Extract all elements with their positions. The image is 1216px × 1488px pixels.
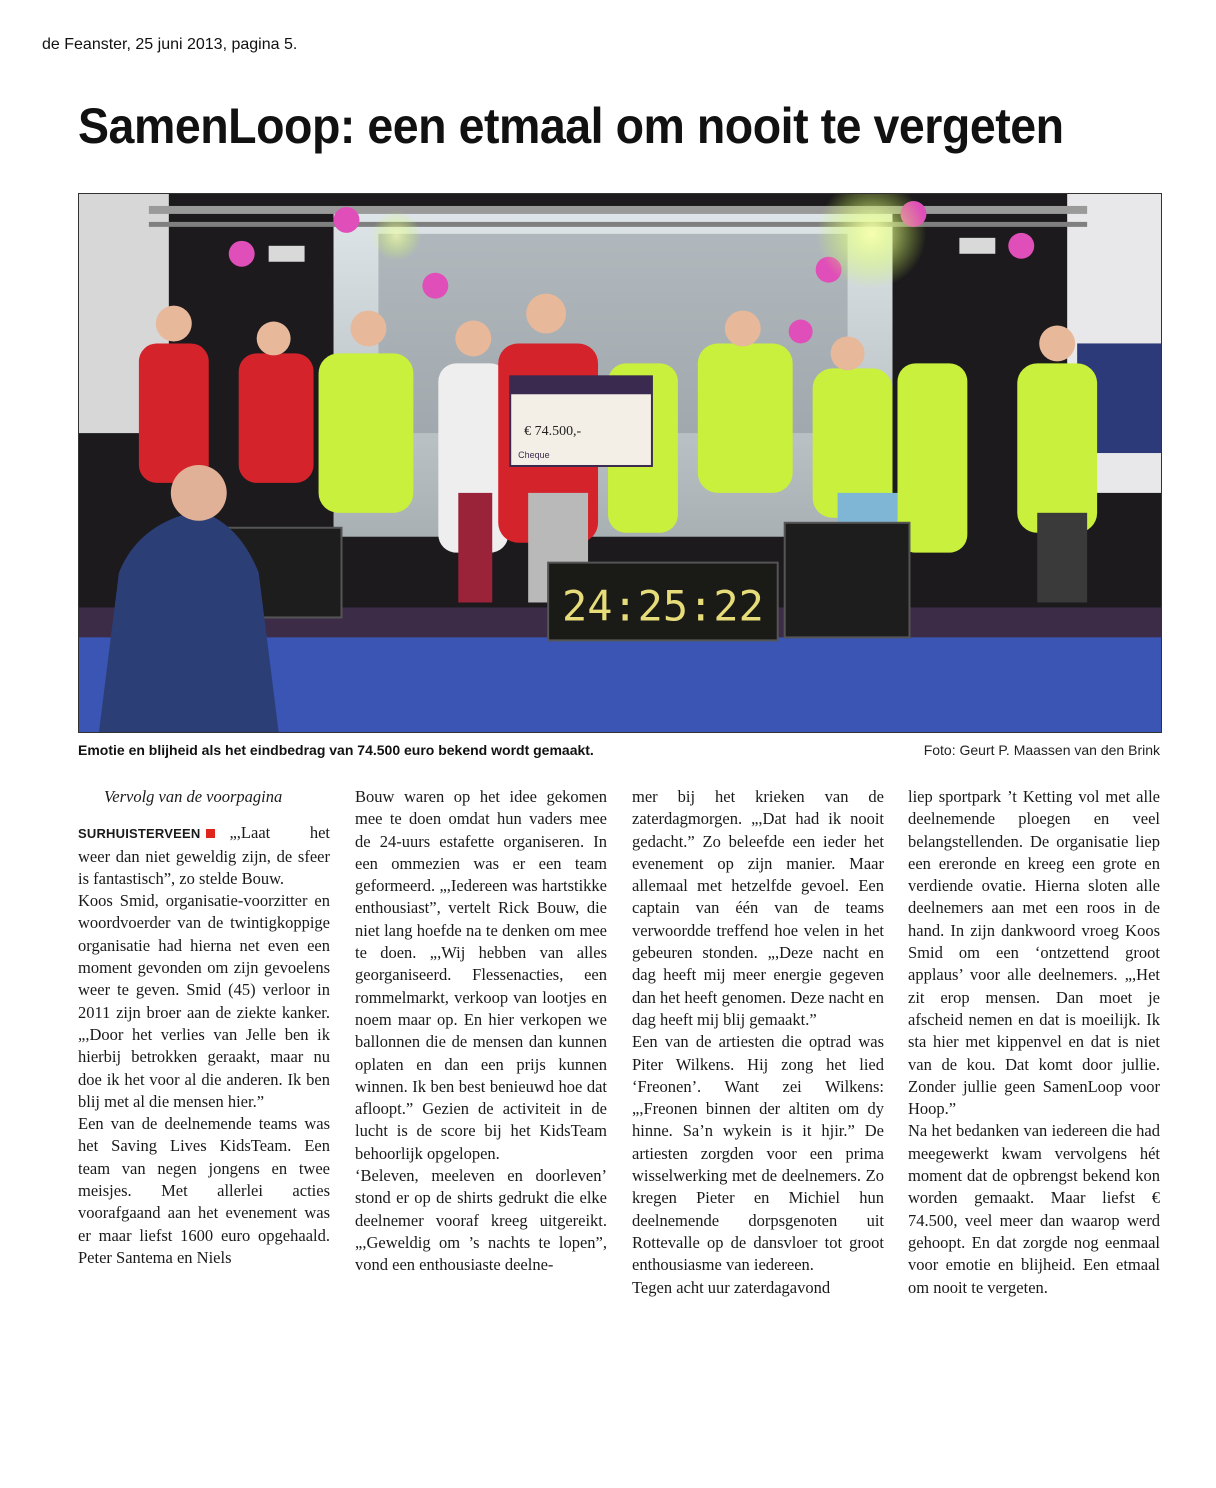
continuation-note: Vervolg van de voorpagina: [104, 787, 283, 806]
stage-photo-illustration: [79, 194, 1161, 732]
paragraph: Een van de artiesten die optrad was Piter Wilkens. Hij zong het lied ‘Freonen’. Want zei Wilkens: „,Freonen binnen der altiten om dy hinne. Sa’n wykein is it hjir.” De artiesten zorgden voor een prima wisselwerking met de deelnemers. Zo kregen Pieter en Michiel hun deelnemende dorpsgenoten uit Rottevalle op de dansvloer tot groot enthousiasme van iedereen.: [632, 1032, 884, 1275]
dateline-marker-icon: [206, 829, 215, 838]
photo-credit: Foto: Geurt P. Maassen van den Brink: [923, 742, 1160, 758]
dateline: SURHUISTERVEEN: [78, 826, 201, 842]
paragraph: ‘Beleven, meeleven en doorleven’ stond er op de shirts gedrukt die elke deelnemer vooraf kreeg uitgereikt. „,Geweldig om ’s nachts te lopen”, vond een enthousiaste deelne-: [355, 1166, 607, 1275]
paragraph: Bouw waren op het idee gekomen mee te doen omdat hun vaders mee de 24-uurs estafette organiseren. In een ommezien was er een team geformeerd. „,Iedereen was hartstikke enthousiast”, vertelt Rick Bouw, die niet lang hoefde na te denken om mee te doen. „,Wij hebben van alles georganiseerd. Flessenacties, een rommelmarkt, verkoop van lootjes en noem maar op. En hier verkopen we ballonnen die de mensen dan kunnen oplaten en dan een prijs kunnen winnen. Ik ben best benieuwd hoe dat afloopt.” Gezien de activiteit in de lucht is de score bij het KidsTeam behoorlijk opgelopen.: [355, 787, 607, 1163]
paragraph: Na het bedanken van iedereen die had meegewerkt kwam vervolgens hét moment dat de opbrengst bekend kon worden gemaakt. Maar liefst € 74.500, veel meer dan waarop werd gehoopt. En dat zorgde nog eenmaal voor emotie en blijheid. Een etmaal om nooit te vergeten.: [908, 1121, 1160, 1297]
headline: SamenLoop: een etmaal om nooit te vergeten: [78, 98, 1064, 154]
paragraph: Koos Smid, organisatie-voorzitter en woordvoerder van de twintigkoppige organisatie had hierna net even een moment gevonden om zijn gevoelens weer te geven. Smid (45) verloor in 2011 zijn broer aan de ziekte kanker. „,Door het verlies van Jelle ben ik hierbij betrokken geraakt, maar nu doe ik het voor al die anderen. Ik ben blij met al die mensen hier.”: [78, 891, 330, 1111]
event-clock: 24:25:22: [561, 581, 764, 631]
article-column-4: [908, 786, 1160, 1299]
paragraph: Tegen acht uur zaterdagavond: [632, 1277, 831, 1297]
paragraph: Een van de deelnemende teams was het Saving Lives KidsTeam. Een team van negen jongens en twee meisjes. Met allerlei acties voorafgaand aan het evenement was er maar liefst 1600 euro opgehaald. Peter Santema en Niels: [78, 1114, 330, 1267]
source-line: de Feanster, 25 juni 2013, pagina 5.: [42, 36, 298, 53]
article-column-3: [632, 786, 884, 1299]
paragraph: liep sportpark ’t Ketting vol met alle deelnemende ploegen en veel belangstellenden. De organisatie liep een ereronde en kreeg een grote en verdiende ovatie. Hierna sloten alle deelnemers aan met een roos in de hand. In zijn dankwoord vroeg Koos Smid om een ‘ontzettend groot applaus’ voor alle deelnemers. „,Het zit erop mensen. Dan moet je afscheid nemen en dat is moeilijk. Ik sta hier met kippenvel en dat is niet van de kou. Dat komt door jullie. Zonder jullie geen SamenLoop voor Hoop.”: [908, 787, 1160, 1119]
article-column-2: [355, 786, 607, 1277]
photo-caption: Emotie en blijheid als het eindbedrag van 74.500 euro bekend wordt gemaakt.: [78, 742, 594, 758]
stage-photo: [78, 193, 1162, 733]
article-column-1: [78, 786, 330, 1269]
lead-paragraph: [78, 822, 330, 890]
cheque-label: Cheque: [518, 450, 550, 461]
lead-text: „,Laat het weer dan niet geweldig zijn, de sfeer is fantastisch”, zo stelde Bouw.: [78, 823, 330, 888]
paragraph: mer bij het krieken van de zaterdagmorgen. „,Dat had ik nooit gedacht.” Zo beleefde een ieder het evenement op zijn manier. Maar allemaal met hetzelfde gevoel. Een captain van één van de teams verwoordde treffend hoe velen in het gebeuren stonden. „,Deze nacht en dag heeft mij meer energie gegeven dan het heeft genomen. Deze nacht en dag heeft mij blij gemaakt.”: [632, 787, 884, 1029]
cheque-amount: € 74.500,-: [524, 424, 582, 440]
